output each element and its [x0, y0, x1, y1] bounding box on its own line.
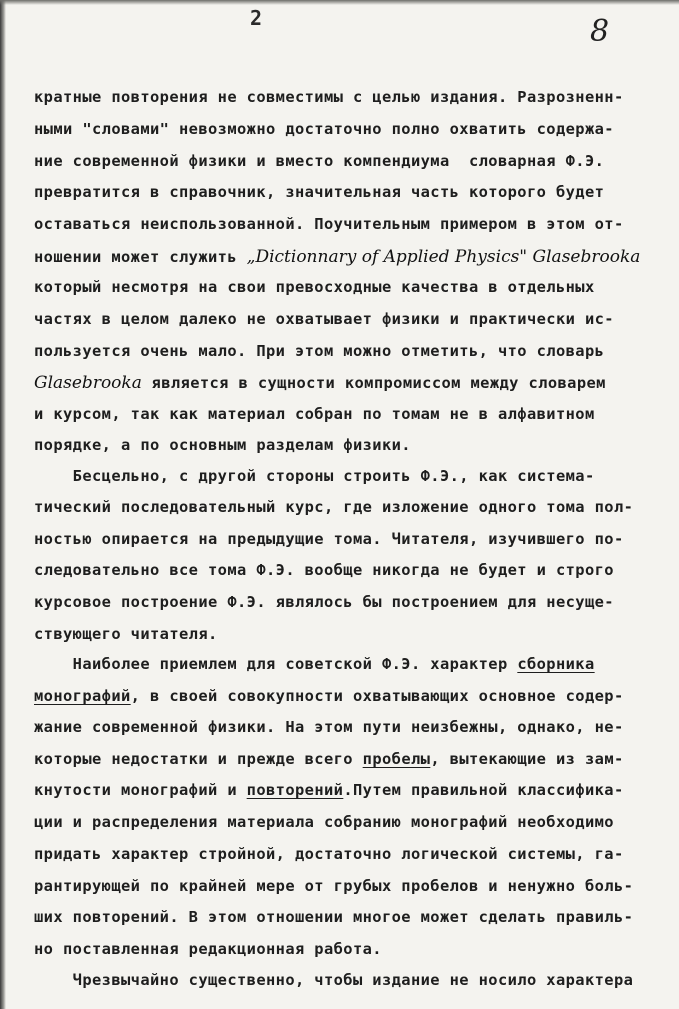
- text-line: [34, 183, 604, 201]
- text-line: [34, 247, 640, 267]
- line-text: пользуется очень мало. При этом можно отметить, что словарь: [34, 342, 605, 360]
- line-text: .Путем правильной классифика-: [343, 781, 624, 799]
- line-text: является в сущности компромиссом между словарем: [141, 374, 606, 392]
- line-text: следовательно все тома Ф.Э. вообще никогда не будет и строго: [34, 561, 614, 579]
- text-line: [34, 971, 633, 989]
- line-text: ствующего читателя.: [34, 625, 218, 643]
- line-text: кнутости монографий и: [34, 781, 247, 799]
- handwritten-folio-number: 8: [590, 14, 610, 49]
- text-line: [34, 845, 624, 863]
- line-text: оставаться неиспользованной. Поучительным примером в этом от-: [34, 215, 624, 233]
- line-text: но поставленная редакционная работа.: [34, 940, 382, 958]
- text-line: [34, 625, 218, 643]
- line-text: и курсом, так как материал собран по томам не в алфавитном: [34, 405, 595, 423]
- line-text: ших повторений. В этом отношении многое может сделать правиль-: [34, 908, 634, 926]
- underlined-text: повторений: [246, 781, 344, 799]
- line-text: , в своей совокупности охватывающих основное содер-: [130, 687, 624, 705]
- line-text: ние современной физики и вместо компендиума словарная Ф.Э.: [34, 152, 605, 170]
- text-line: [34, 877, 633, 895]
- text-line: [34, 498, 633, 516]
- line-text: придать характер стройной, достаточно логической системы, га-: [34, 845, 624, 863]
- text-line: [34, 373, 606, 393]
- underlined-text: монографий: [34, 687, 131, 705]
- text-line: [34, 342, 604, 360]
- text-line: [34, 310, 614, 328]
- line-text: ными "словами" невозможно достаточно полно охватить содержа-: [34, 120, 614, 138]
- text-line: [34, 152, 604, 170]
- page-number: 2: [250, 6, 263, 30]
- text-line: [34, 718, 624, 736]
- line-text: Бесцельно, с другой стороны строить Ф.Э., как система-: [34, 467, 595, 485]
- line-text: кратные повторения не совместимы с целью издания. Разрозненн-: [34, 88, 624, 106]
- line-text: превратится в справочник, значительная часть которого будет: [34, 183, 605, 201]
- text-line: [34, 655, 595, 673]
- text-line: [34, 813, 614, 831]
- line-text: Чрезвычайно существенно, чтобы издание не носило характера: [34, 971, 634, 989]
- text-line: [34, 561, 614, 579]
- line-text: который несмотря на свои превосходные качества в отдельных: [34, 278, 595, 296]
- handwritten-insert: „Dictionnary of Applied Physics" Glasebrooka: [246, 247, 641, 267]
- text-line: [34, 908, 633, 926]
- text-line: [34, 88, 624, 106]
- text-line: [34, 215, 624, 233]
- text-line: [34, 436, 411, 454]
- line-text: рантирующей по крайней мере от грубых пробелов и ненужно боль-: [34, 877, 634, 895]
- text-line: [34, 940, 382, 958]
- text-line: [34, 593, 614, 611]
- text-line: [34, 120, 614, 138]
- scan-edge-left: [0, 0, 6, 1009]
- underlined-text: пробелы: [362, 750, 431, 768]
- scan-edge-top: [0, 0, 679, 5]
- line-text: курсовое построение Ф.Э. являлось бы построением для несуще-: [34, 593, 614, 611]
- text-line: [34, 467, 595, 485]
- line-text: тический последовательный курс, где изложение одного тома пол-: [34, 498, 634, 516]
- line-text: которые недостатки и прежде всего: [34, 750, 363, 768]
- line-text: жание современной физики. На этом пути неизбежны, однако, не-: [34, 718, 624, 736]
- line-text: ции и распределения материала собранию монографий необходимо: [34, 813, 614, 831]
- text-line: [34, 750, 624, 768]
- line-text: порядке, а по основным разделам физики.: [34, 436, 411, 454]
- line-text: ностью опирается на предыдущие тома. Читателя, изучившего по-: [34, 530, 624, 548]
- line-text: , вытекающие из зам-: [430, 750, 624, 768]
- line-text: Наиболее приемлем для советской Ф.Э. характер: [34, 655, 518, 673]
- line-text: ношении может служить: [34, 248, 247, 266]
- text-line: [34, 781, 624, 799]
- text-line: [34, 278, 595, 296]
- text-line: [34, 687, 624, 705]
- line-text: частях в целом далеко не охватывает физики и практически ис-: [34, 310, 614, 328]
- text-line: [34, 530, 624, 548]
- text-line: [34, 405, 595, 423]
- handwritten-insert: Glasebrooka: [34, 373, 142, 393]
- underlined-text: сборника: [517, 655, 595, 673]
